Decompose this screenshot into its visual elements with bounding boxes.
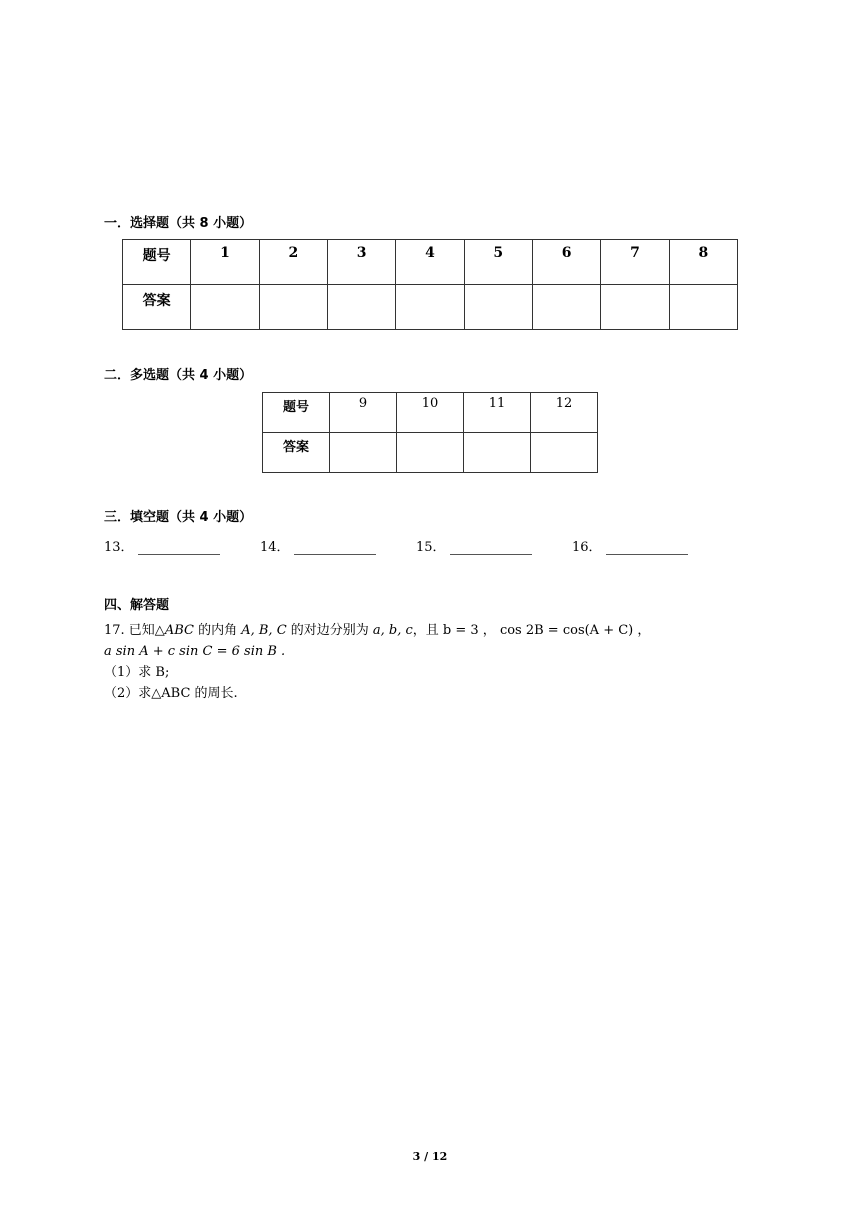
answer-cell[interactable]: [669, 285, 737, 330]
blank-line[interactable]: [450, 540, 532, 555]
blank-16: [572, 536, 688, 555]
table-row: [263, 393, 598, 433]
question-number-label: 题号: [123, 240, 191, 285]
table-row: [263, 433, 598, 473]
answer-cell[interactable]: [464, 285, 532, 330]
blank-line[interactable]: [138, 540, 220, 555]
blank-13: [104, 536, 220, 555]
problem-text: 的内角: [193, 623, 242, 638]
problem-math: a, b, c: [372, 623, 413, 638]
question-number: 12: [531, 393, 598, 433]
section-1-title: 一．选择题（共 8 小题）: [104, 216, 253, 231]
problem-part-1: （1）求 B;: [104, 665, 170, 680]
question-number: 5: [464, 240, 532, 285]
problem-line-2: [104, 641, 764, 662]
table-row: [123, 285, 738, 330]
question-number: 1: [191, 240, 259, 285]
question-number: 2: [259, 240, 327, 285]
blank-15: [416, 536, 532, 555]
answer-cell[interactable]: [532, 285, 600, 330]
blank-line[interactable]: [606, 540, 688, 555]
question-number-label: 题号: [263, 393, 330, 433]
problem-equation: a sin A + c sin C = 6 sin B .: [104, 644, 286, 659]
answer-cell[interactable]: [464, 433, 531, 473]
answer-cell[interactable]: [327, 285, 395, 330]
answer-label: 答案: [263, 433, 330, 473]
question-number: 11: [464, 393, 531, 433]
table-row: [123, 240, 738, 285]
answer-cell[interactable]: [601, 285, 669, 330]
blank-line[interactable]: [294, 540, 376, 555]
multi-choice-answer-table: [262, 392, 598, 473]
question-number: 7: [601, 240, 669, 285]
answer-cell[interactable]: [330, 433, 397, 473]
answer-cell[interactable]: [396, 285, 464, 330]
problem-text: 的对边分别为: [286, 623, 373, 638]
answer-cell[interactable]: [531, 433, 598, 473]
question-number: 4: [396, 240, 464, 285]
blank-14: [260, 536, 376, 555]
question-number: 8: [669, 240, 737, 285]
answer-cell[interactable]: [191, 285, 259, 330]
blank-number: 14．: [260, 540, 290, 555]
problem-math: A, B, C: [241, 623, 287, 638]
problem-line-1: [104, 620, 764, 641]
blank-number: 15．: [416, 540, 446, 555]
answer-label: 答案: [123, 285, 191, 330]
section-2-title: 二．多选题（共 4 小题）: [104, 368, 253, 383]
question-number: 6: [532, 240, 600, 285]
problem-text: ，且 b = 3 ， cos 2B = cos(A + C) ，: [412, 623, 651, 638]
page-number: 3 / 12: [412, 1150, 448, 1163]
question-number: 9: [330, 393, 397, 433]
question-number: 10: [397, 393, 464, 433]
problem-part-2: （2）求△ABC 的周长.: [104, 686, 238, 701]
problem-math: ABC: [164, 623, 194, 638]
section-4-title: 四、解答题: [104, 598, 170, 613]
question-number: 3: [327, 240, 395, 285]
problem-text: 17. 已知△: [104, 623, 165, 638]
section-3-title: 三．填空题（共 4 小题）: [104, 510, 253, 525]
problem-17: [104, 620, 764, 704]
answer-cell[interactable]: [259, 285, 327, 330]
blank-number: 16．: [572, 540, 602, 555]
answer-cell[interactable]: [397, 433, 464, 473]
choice-answer-table: [122, 239, 738, 330]
blank-number: 13．: [104, 540, 134, 555]
